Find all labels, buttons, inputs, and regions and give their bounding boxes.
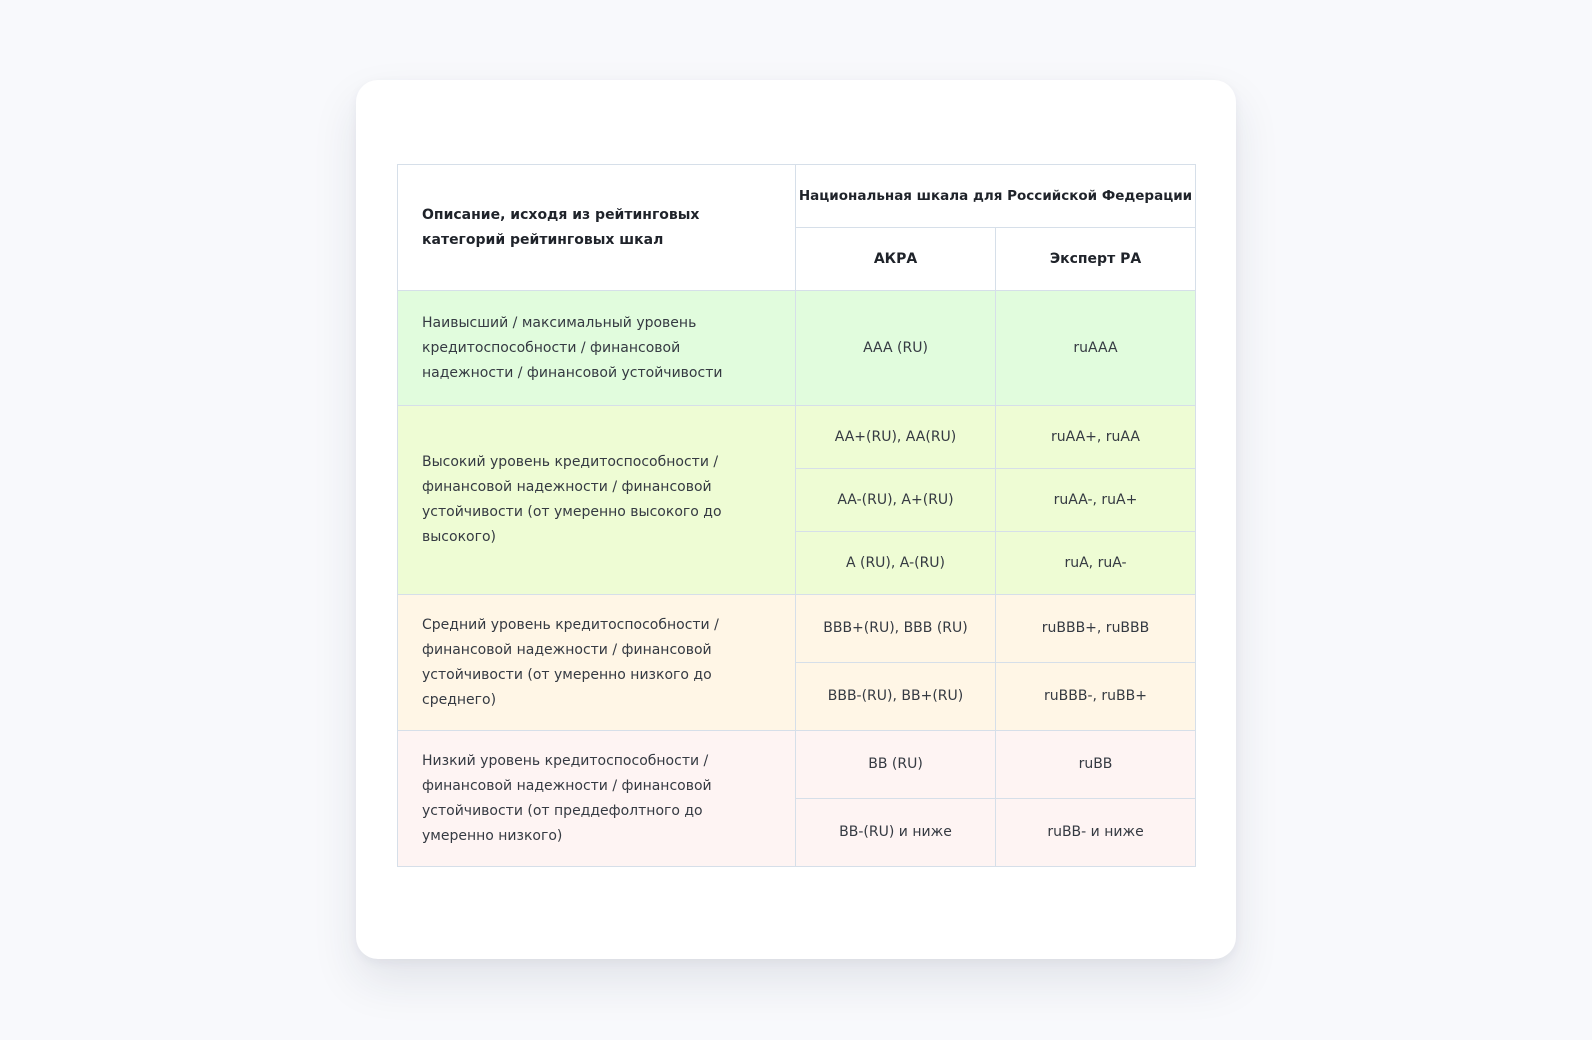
table-body	[398, 291, 1196, 867]
content-card	[356, 80, 1236, 959]
row-description-medium: Средний уровень кредитоспособности / финансовой надежности / финансовой устойчивости (от умеренно низкого до среднего)	[398, 595, 796, 731]
cell-expert-ra: ruAA+, ruAA	[996, 406, 1196, 469]
header-agency-expert-ra: Эксперт РА	[996, 228, 1196, 291]
rating-scale-table	[397, 164, 1196, 867]
table-row	[398, 406, 1196, 469]
row-description-high: Высокий уровень кредитоспособности / финансовой надежности / финансовой устойчивости (от умеренно высокого до высокого)	[398, 406, 796, 595]
cell-expert-ra: ruBB	[996, 731, 1196, 799]
table-row	[398, 731, 1196, 799]
cell-expert-ra: ruAA-, ruA+	[996, 469, 1196, 532]
cell-akra: BBB-(RU), BB+(RU)	[796, 663, 996, 731]
cell-akra: BB (RU)	[796, 731, 996, 799]
header-row-top	[398, 165, 1196, 228]
table-row	[398, 291, 1196, 406]
cell-expert-ra: ruBB- и ниже	[996, 799, 1196, 867]
header-description: Описание, исходя из рейтинговых категорий рейтинговых шкал	[398, 165, 796, 291]
cell-expert-ra: ruA, ruA-	[996, 532, 1196, 595]
row-description-highest: Наивысший / максимальный уровень кредитоспособности / финансовой надежности / финансовой устойчивости	[398, 291, 796, 406]
header-agency-akra: АКРА	[796, 228, 996, 291]
header-national-scale: Национальная шкала для Российской Федерации	[796, 165, 1196, 228]
row-description-low: Низкий уровень кредитоспособности / финансовой надежности / финансовой устойчивости (от преддефолтного до умеренно низкого)	[398, 731, 796, 867]
table-header	[398, 165, 1196, 291]
cell-akra: AA-(RU), A+(RU)	[796, 469, 996, 532]
cell-akra: BB-(RU) и ниже	[796, 799, 996, 867]
cell-expert-ra: ruBBB-, ruBB+	[996, 663, 1196, 731]
cell-akra: AA+(RU), AA(RU)	[796, 406, 996, 469]
cell-akra: BBB+(RU), BBB (RU)	[796, 595, 996, 663]
cell-akra: A (RU), A-(RU)	[796, 532, 996, 595]
cell-expert-ra: ruAAA	[996, 291, 1196, 406]
cell-akra: AAA (RU)	[796, 291, 996, 406]
cell-expert-ra: ruBBB+, ruBBB	[996, 595, 1196, 663]
table-row	[398, 595, 1196, 663]
